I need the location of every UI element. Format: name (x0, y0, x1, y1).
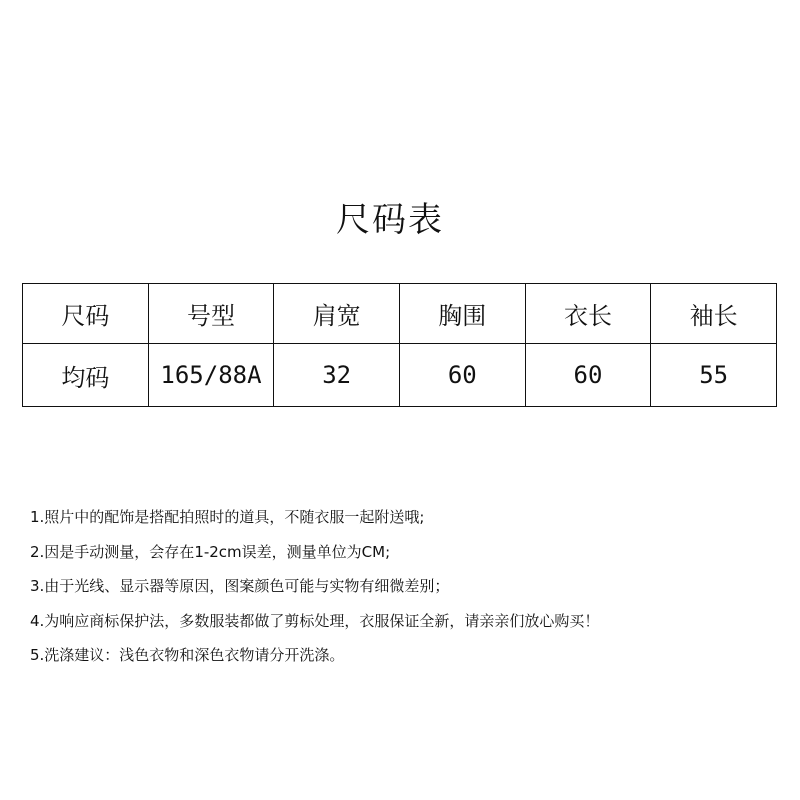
header-sleeve: 袖长 (651, 284, 777, 344)
note-item: 4.为响应商标保护法，多数服装都做了剪标处理，衣服保证全新，请亲亲们放心购买！ (30, 611, 600, 630)
header-size: 尺码 (23, 284, 149, 344)
note-item: 1.照片中的配饰是搭配拍照时的道具，不随衣服一起附送哦; (30, 508, 425, 526)
cell-length: 60 (525, 344, 651, 407)
note-item: 3.由于光线、显示器等原因，图案颜色可能与实物有细微差别； (30, 577, 450, 595)
header-chest: 胸围 (399, 284, 525, 344)
header-model: 号型 (148, 284, 274, 344)
cell-size: 均码 (23, 344, 149, 407)
notes-list (30, 500, 790, 673)
cell-shoulder: 32 (274, 344, 400, 407)
cell-sleeve: 55 (651, 344, 777, 407)
note-item: 5.洗涤建议：浅色衣物和深色衣物请分开洗涤。 (30, 646, 345, 664)
header-shoulder: 肩宽 (274, 284, 400, 344)
cell-chest: 60 (399, 344, 525, 407)
table-row (23, 344, 777, 407)
page-title: 尺码表 (336, 200, 444, 240)
note-item: 2.因是手动测量，会存在1-2cm误差，测量单位为CM; (30, 542, 391, 561)
header-length: 衣长 (525, 284, 651, 344)
cell-model: 165/88A (148, 344, 274, 407)
table-header-row (23, 284, 777, 344)
size-table (22, 283, 777, 407)
